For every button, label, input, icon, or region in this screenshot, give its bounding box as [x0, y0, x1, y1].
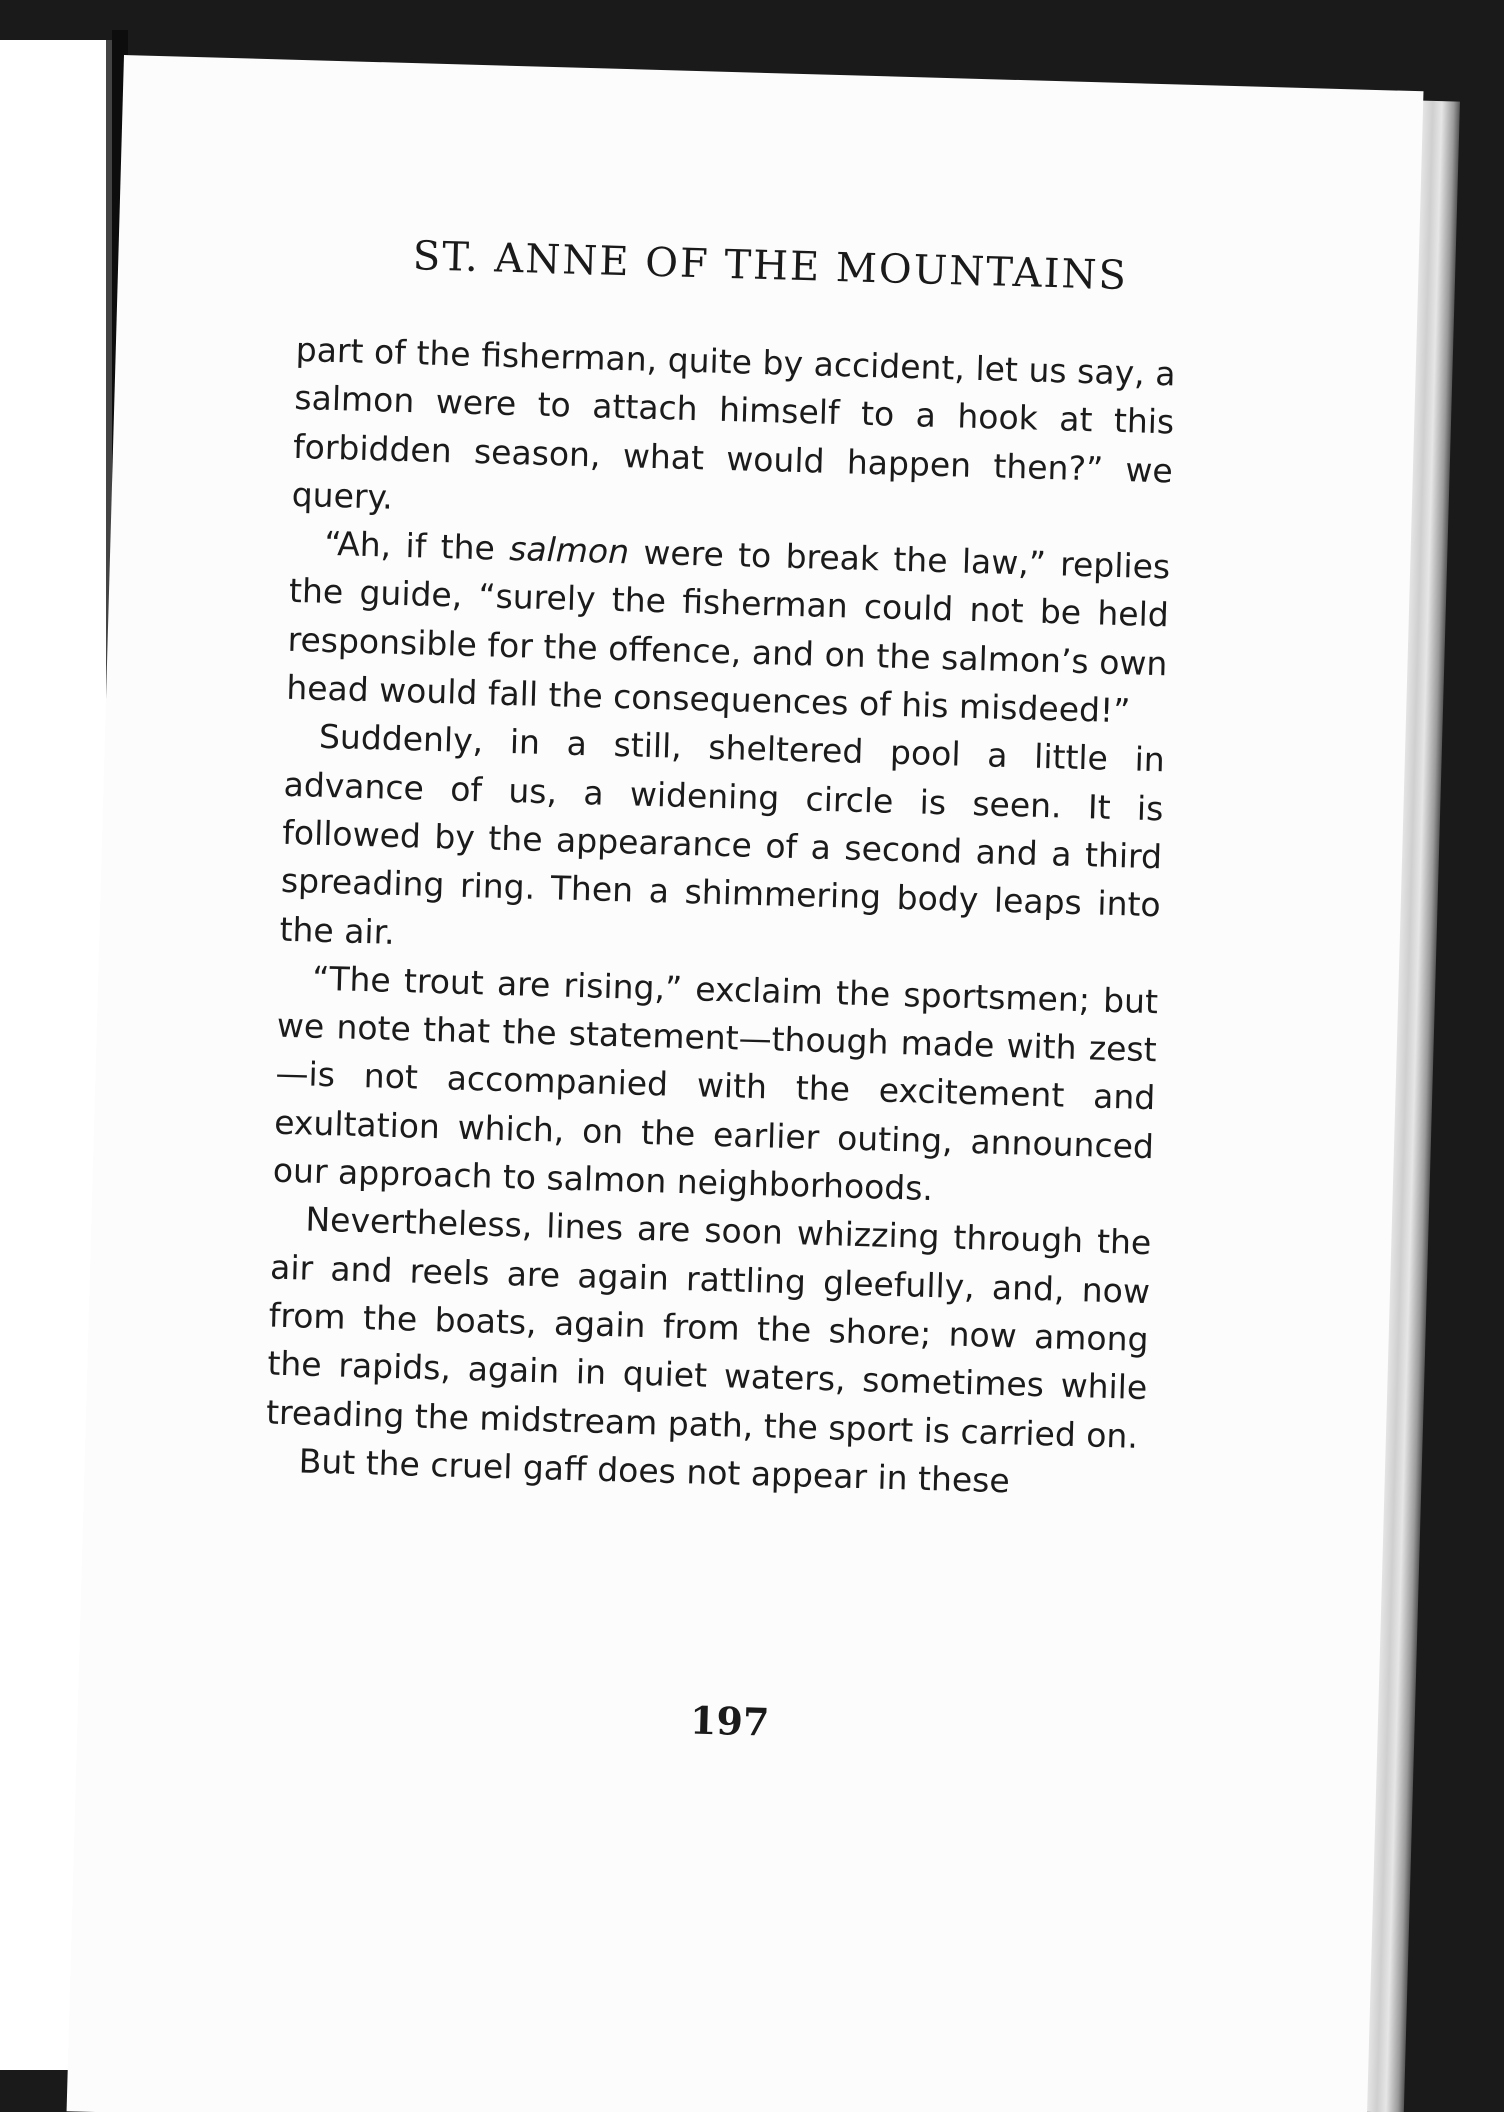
paragraph-3: Suddenly, in a still, sheltered pool a little in advance of us, a widening circle is seen. It is followed by the appearance of a second and a third spreading ring. Then a shimmering body leaps into the air. — [279, 717, 1166, 952]
paragraph-6: But the cruel gaff does not appear in these — [298, 1441, 1011, 1501]
book-page — [67, 55, 1424, 2112]
running-head: ST. ANNE OF THE MOUNTAINS — [412, 233, 1129, 300]
paragraph-2: “Ah, if the salmon were to break the law,” replies the guide, “surely the fisherman could not be held responsible for the offence, and on the salmon’s own head would fall the consequences of his misdeed!” — [285, 523, 1171, 731]
paragraph-4: “The trout are rising,” exclaim the sportsmen; but we note that the statement—though made with zest—is not accompanied with the excitement and exultation which, on the earlier outing, announced our approach to salmon neighborhoods. — [272, 958, 1159, 1209]
paragraph-1: part of the fisherman, quite by accident, let us say, a salmon were to attach himself to a hook at this forbidden season, what would happen then?” we query. — [291, 329, 1177, 517]
body-text — [264, 326, 1176, 1509]
page-number: 197 — [689, 1697, 770, 1745]
italic-word: salmon — [508, 529, 630, 572]
paragraph-5: Nevertheless, lines are soon whizzing through the air and reels are again rattling gleefully, and, now from the boats, again from the shore; now among the rapids, again in quiet waters, sometimes while treading the midstream path, the sport is carried on. — [265, 1199, 1152, 1456]
